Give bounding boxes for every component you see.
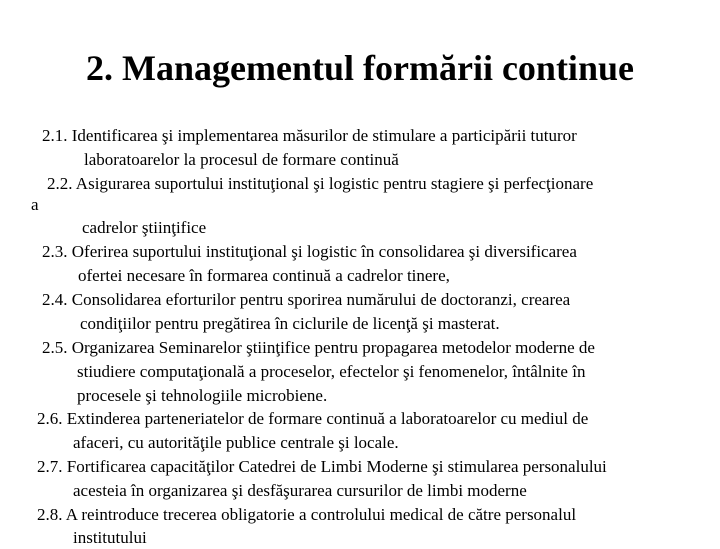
- body-line: afaceri, cu autorităţile publice centrale şi locale.: [73, 433, 399, 452]
- body-line: condiţiilor pentru pregătirea în ciclurile de licenţă şi masterat.: [80, 314, 500, 333]
- body-line: 2.8. A reintroduce trecerea obligatorie a controlului medical de către personalul: [37, 505, 577, 524]
- body-line: procesele şi tehnologiile microbiene.: [77, 386, 328, 405]
- body-line: institutului: [73, 528, 147, 547]
- body-line: ofertei necesare în formarea continuă a cadrelor tinere,: [78, 266, 450, 285]
- body-line: acesteia în organizarea şi desfăşurarea cursurilor de limbi moderne: [73, 481, 527, 500]
- body-line: a: [31, 195, 39, 214]
- body-line: cadrelor ştiinţifice: [82, 218, 207, 237]
- body-line: 2.7. Fortificarea capacităţilor Catedrei de Limbi Moderne şi stimularea personalului: [37, 457, 607, 476]
- body-line: stiudiere computaţională a proceselor, efectelor şi fenomenelor, întâlnite în: [77, 362, 586, 381]
- body-line: laboratoarelor la procesul de formare continuă: [84, 150, 399, 169]
- body-line: 2.4. Consolidarea eforturilor pentru sporirea numărului de doctoranzi, crearea: [42, 290, 571, 309]
- body-line: 2.5. Organizarea Seminarelor ştiinţifice pentru propagarea metodelor moderne de: [42, 338, 595, 357]
- body-line: 2.3. Oferirea suportului instituţional şi logistic în consolidarea şi diversificarea: [42, 242, 577, 261]
- body-line: 2.2. Asigurarea suportului instituţional şi logistic pentru stagiere şi perfecţionare: [47, 174, 594, 193]
- body-line: 2.1. Identificarea şi implementarea măsurilor de stimulare a participării tuturor: [42, 126, 577, 145]
- body-line: 2.6. Extinderea parteneriatelor de formare continuă a laboratoarelor cu mediul de: [37, 409, 589, 428]
- slide-title: 2. Managementul formării continue: [86, 48, 634, 88]
